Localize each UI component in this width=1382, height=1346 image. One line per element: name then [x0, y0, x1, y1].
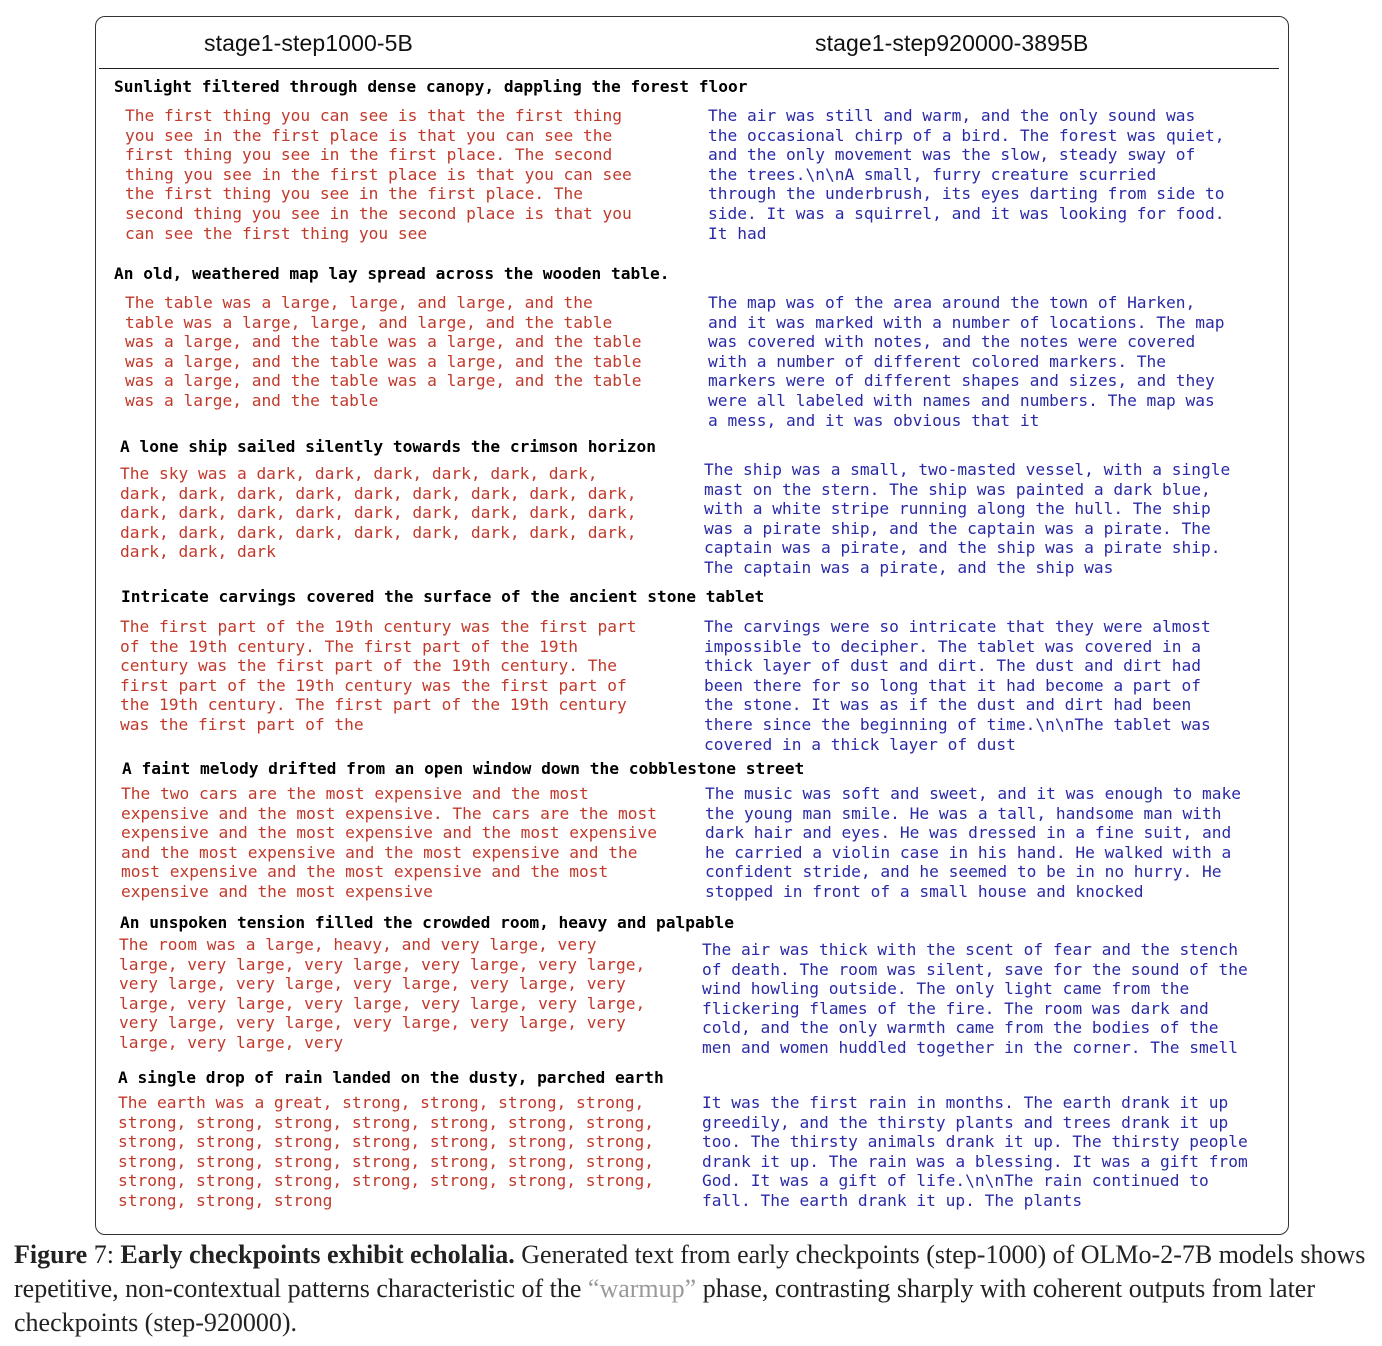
- early-output: The first part of the 19th century was the first part of the 19th century. The first part of the 19th century was the first part of the 19th century. The first part of the 19th century was the first part of the 19th century. The first part of the 19th century was the first part of the: [120, 617, 637, 734]
- late-output: It was the first rain in months. The earth drank it up greedily, and the thirsty plants and trees drank it up too. The thirsty animals drank it up. The thirsty people drank it up. The rain was a blessing. It was a gift from God. It was a gift of life.\n\nThe rain continued to fall. The earth drank it up. The plants: [702, 1093, 1248, 1210]
- early-output: The room was a large, heavy, and very large, very large, very large, very large, very large, very large, very large, very large, very large, very large, very large, very large, very large, very large, very large, very large, very large, very large, very large, very large, very large, very: [119, 935, 646, 1052]
- right-column-header: stage1-step920000-3895B: [815, 30, 1089, 56]
- figure-label: Figure: [14, 1240, 88, 1269]
- figure-number: 7: [93, 1240, 107, 1269]
- prompt-text: Sunlight filtered through dense canopy, dappling the forest floor: [114, 77, 748, 96]
- left-column-header: stage1-step1000-5B: [204, 30, 413, 56]
- caption-colon: :: [106, 1240, 121, 1269]
- early-output: The first thing you can see is that the first thing you see in the first place is that you can see the first thing you see in the first place. The second thing you see in the first place is that you can see the first thing you see in the first place. The second thing you see in the second place is that you can see the first thing you see: [125, 106, 632, 243]
- prompt-text: A single drop of rain landed on the dusty, parched earth: [118, 1068, 664, 1087]
- prompt-text: A faint melody drifted from an open window down the cobblestone street: [122, 759, 805, 778]
- early-output: The table was a large, large, and large, and the table was a large, large, and large, and the table was a large, and the table was a large, and the table was a large, and the table was a large, and the table was a large, and the table was a large, and the table was a large, and the table: [125, 293, 642, 410]
- early-output: The sky was a dark, dark, dark, dark, dark, dark, dark, dark, dark, dark, dark, dark, dark, dark, dark, dark, dark, dark, dark, dark, dark, dark, dark, dark, dark, dark, dark, dark, dark, dark, dark, dark, dark, dark, dark, dark: [120, 464, 637, 562]
- figure-caption: [14, 1238, 1374, 1340]
- caption-text: Generated text from early checkpoints (step-1000) of OLMo-2-7B models shows repetitive, non-contextual patterns characteristic of the: [14, 1240, 1366, 1303]
- early-output: The two cars are the most expensive and the most expensive and the most expensive. The cars are the most expensive and the most expensive and the most expensive and the most expensive and the most expensive and the most expensive and the most expensive and the most expensive and the most expensive: [121, 784, 658, 901]
- caption-text-end: phase, contrasting sharply with coherent outputs from later checkpoints (step-920000).: [14, 1274, 1315, 1337]
- early-output: The earth was a great, strong, strong, strong, strong, strong, strong, strong, strong, strong, strong, strong, strong, strong, strong, strong, strong, strong, strong, strong, strong, strong, strong, strong, strong, strong, strong, strong, strong, strong, strong, strong, strong, strong, strong, strong: [118, 1093, 655, 1210]
- caption-quoted-term: “warmup”: [587, 1274, 697, 1303]
- header-divider: [99, 68, 1279, 69]
- late-output: The air was thick with the scent of fear and the stench of death. The room was silent, save for the sound of the wind howling outside. The only light came from the flickering flames of the fire. The room was dark and cold, and the only warmth came from the bodies of the men and women huddled together in the corner. The smell: [702, 940, 1248, 1057]
- late-output: The music was soft and sweet, and it was enough to make the young man smile. He was a tall, handsome man with dark hair and eyes. He was dressed in a fine suit, and he carried a violin case in his hand. He walked with a confident stride, and he seemed to be in no hurry. He stopped in front of a small house and knocked: [705, 784, 1242, 901]
- caption-title: Early checkpoints exhibit echolalia.: [120, 1240, 515, 1269]
- prompt-text: An unspoken tension filled the crowded room, heavy and palpable: [120, 913, 734, 932]
- prompt-text: An old, weathered map lay spread across the wooden table.: [114, 264, 670, 283]
- prompt-text: Intricate carvings covered the surface of the ancient stone tablet: [121, 587, 765, 606]
- late-output: The map was of the area around the town of Harken, and it was marked with a number of locations. The map was covered with notes, and the notes were covered with a number of different colored markers. The markers were of different shapes and sizes, and they were all labeled with names and numbers. The map was a mess, and it was obvious that it: [708, 293, 1225, 430]
- late-output: The air was still and warm, and the only sound was the occasional chirp of a bird. The forest was quiet, and the only movement was the slow, steady sway of the trees.\n\nA small, furry creature scurried through the underbrush, its eyes darting from side to side. It was a squirrel, and it was looking for food. It had: [708, 106, 1225, 243]
- prompt-text: A lone ship sailed silently towards the crimson horizon: [120, 437, 657, 456]
- late-output: The ship was a small, two-masted vessel, with a single mast on the stern. The ship was painted a dark blue, with a white stripe running along the hull. The ship was a pirate ship, and the captain was a pirate. The captain was a pirate, and the ship was a pirate ship. The captain was a pirate, and the ship was: [704, 460, 1231, 577]
- late-output: The carvings were so intricate that they were almost impossible to decipher. The tablet was covered in a thick layer of dust and dirt. The dust and dirt had been there for so long that it had become a part of the stone. It was as if the dust and dirt had been there since the beginning of time.\n\nThe tablet was covered in a thick layer of dust: [704, 617, 1211, 754]
